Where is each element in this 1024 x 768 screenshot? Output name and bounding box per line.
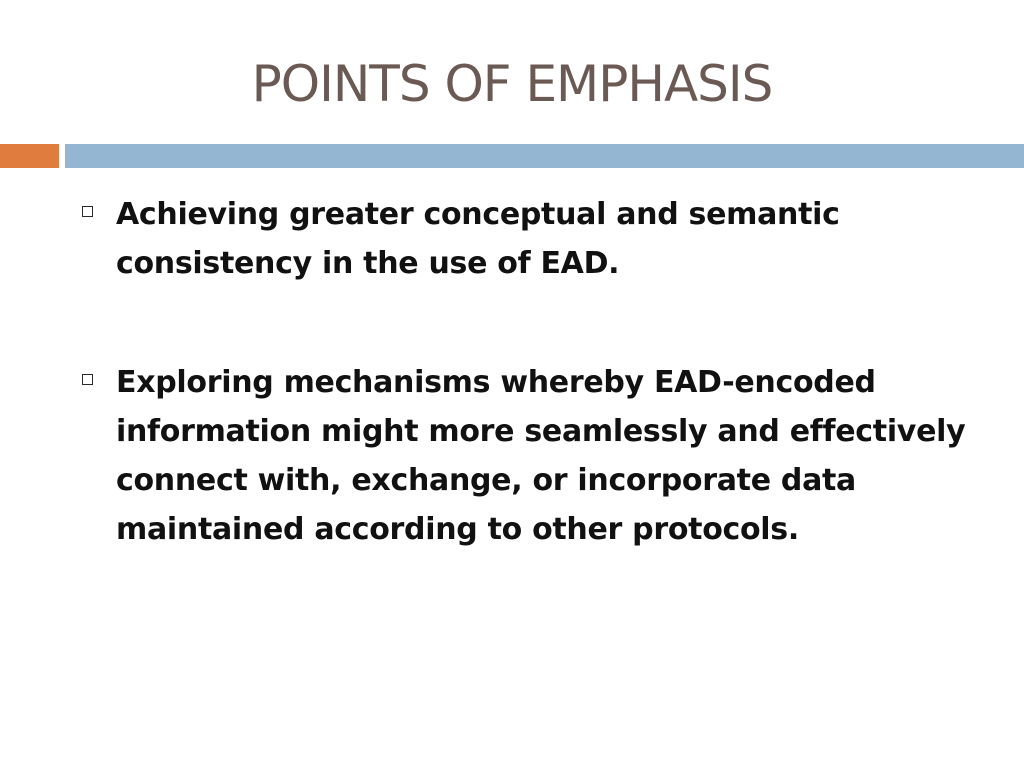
- bullet-text: Exploring mechanisms whereby EAD-encoded information might more seamlessly and effectively connect with, exchange, or incorporate data maintained according to other protocols.: [116, 365, 966, 547]
- bullet-item: [80, 190, 1000, 288]
- title-rule-accent: [0, 144, 59, 168]
- slide-title: POINTS OF EMPHASIS: [251, 55, 773, 113]
- bullet-list: [80, 190, 1000, 624]
- title-rule: [65, 144, 1024, 168]
- hollow-square-bullet-icon: [82, 374, 93, 385]
- hollow-square-bullet-icon: [82, 206, 93, 217]
- bullet-text: Achieving greater conceptual and semantic consistency in the use of EAD.: [116, 197, 840, 281]
- bullet-item: [80, 358, 1000, 554]
